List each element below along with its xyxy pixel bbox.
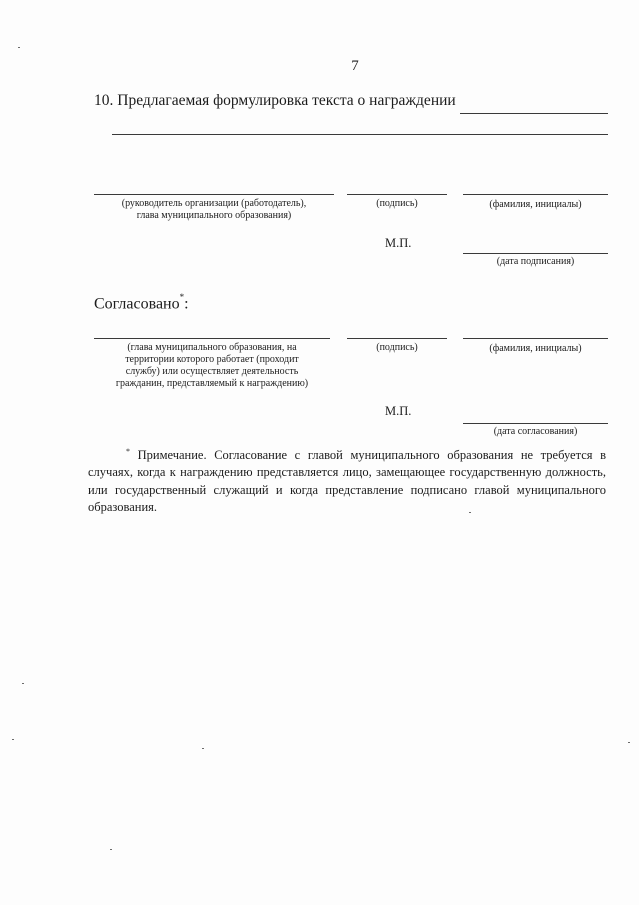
scan-speck <box>469 512 471 513</box>
scan-speck <box>110 849 112 850</box>
signature-caption: (подпись) <box>376 198 418 209</box>
agree-stamp-label: М.П. <box>385 404 412 418</box>
award-wording-line-2 <box>112 134 608 135</box>
scan-speck <box>12 739 14 740</box>
name-caption: (фамилия, инициалы) <box>489 199 582 210</box>
sign-date-line <box>463 253 608 254</box>
agree-head-caption-line-3: службу) или осуществляет деятельность <box>125 366 299 377</box>
agree-name-line <box>463 338 608 339</box>
stamp-label: М.П. <box>385 236 412 250</box>
agree-signature-line <box>347 338 447 339</box>
footnote-note <box>88 443 606 516</box>
agree-head-signature-line <box>94 338 330 339</box>
note-footnote-mark: * <box>126 447 130 456</box>
agree-signature-caption: (подпись) <box>376 342 418 353</box>
page-number: 7 <box>351 58 359 74</box>
agree-name-caption: (фамилия, инициалы) <box>489 343 582 354</box>
head-caption <box>94 198 334 222</box>
note-text: Примечание. Согласование с главой муниципального образования не требуется в случаях, когда к награждению представляется лицо, замещающее государственную должность, или государственный служащий и когда представление подписано главой муниципального образования. <box>88 448 607 514</box>
agree-date-line <box>463 423 608 424</box>
scan-speck <box>628 742 630 743</box>
section-10-heading: 10. Предлагаемая формулировка текста о награждении <box>94 92 456 109</box>
scan-speck <box>22 683 24 684</box>
agree-head-caption-line-4: гражданин, представляемый к награждению) <box>115 378 309 389</box>
head-caption-line-2: глава муниципального образования) <box>136 210 292 221</box>
signature-line <box>347 194 447 195</box>
scan-speck <box>202 748 204 749</box>
agree-head-caption <box>94 342 330 390</box>
agreed-colon: : <box>184 295 189 313</box>
note-paragraph <box>88 443 606 516</box>
agreed-title-text: Согласовано <box>94 295 180 313</box>
agree-head-caption-line-2: территории которого работает (проходит <box>125 354 299 365</box>
head-caption-line-1: (руководитель организации (работодатель), <box>121 198 307 209</box>
name-line <box>463 194 608 195</box>
sign-date-caption: (дата подписания) <box>496 256 575 267</box>
scan-speck <box>18 47 20 48</box>
award-wording-line-1 <box>460 113 608 114</box>
head-signature-line <box>94 194 334 195</box>
agreed-footnote-mark: * <box>179 292 185 302</box>
agreed-title <box>94 294 189 313</box>
agree-date-caption: (дата согласования) <box>493 426 578 437</box>
agree-head-caption-line-1: (глава муниципального образования, на <box>127 342 297 353</box>
